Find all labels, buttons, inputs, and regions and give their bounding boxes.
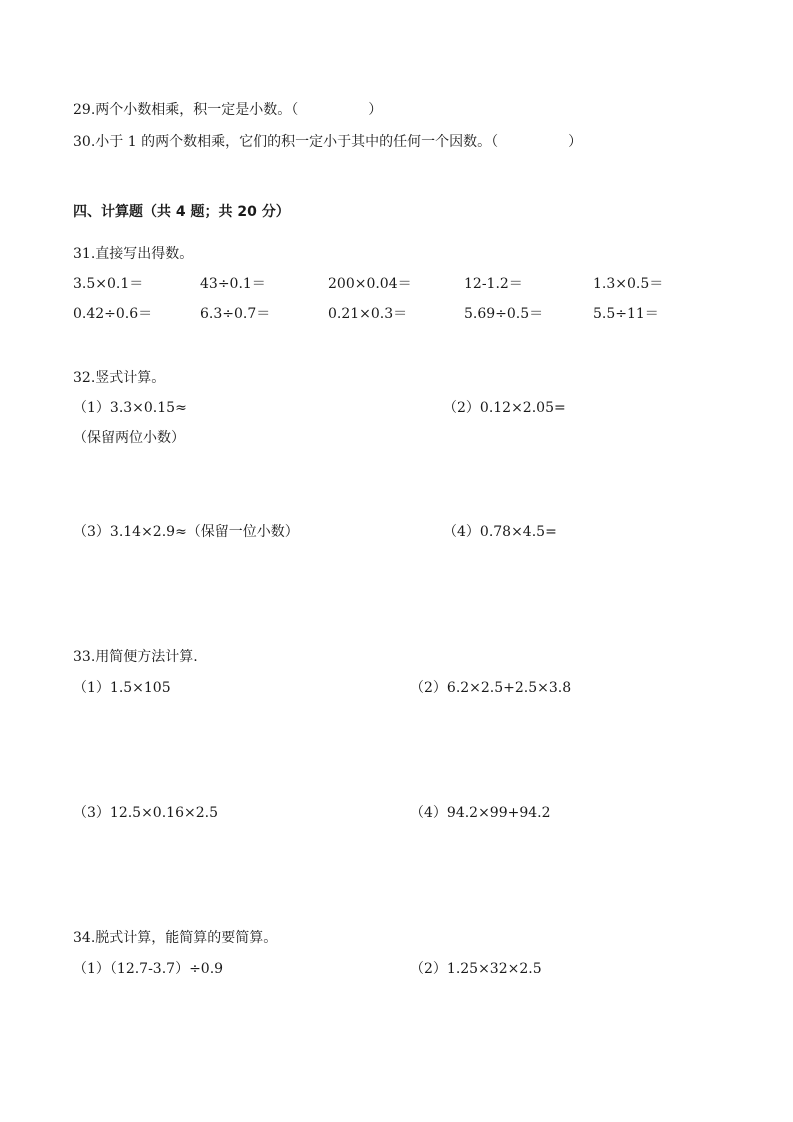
q32-part4: （4）0.78×4.5=: [443, 524, 557, 540]
q31-row1-item2: 43÷0.1＝: [200, 276, 266, 292]
question-30: [73, 133, 582, 151]
q31-row2-item3: 0.21×0.3＝: [328, 306, 408, 322]
question-34-prompt: 34.脱式计算，能简算的要简算。: [73, 930, 278, 946]
question-33-prompt: 33.用简便方法计算.: [73, 649, 198, 665]
question-32-prompt: 32.竖式计算。: [73, 370, 166, 386]
q33-part4: （4）94.2×99+94.2: [410, 805, 551, 821]
q33-part3: （3）12.5×0.16×2.5: [73, 805, 218, 821]
section-title: 四、计算题（共 4 题；共 20 分）: [73, 204, 290, 220]
question-29: [73, 101, 382, 119]
question-29-text: 29.两个小数相乘，积一定是小数。（: [73, 102, 299, 118]
q31-row1-item3: 200×0.04＝: [328, 276, 412, 292]
question-30-text: 30.小于 1 的两个数相乘，它们的积一定小于其中的任何一个因数。（: [73, 134, 499, 150]
q34-part1: （1）（12.7-3.7）÷0.9: [73, 961, 224, 977]
q32-part3: （3）3.14×2.9≈（保留一位小数）: [73, 524, 299, 540]
question-31-prompt: 31.直接写出得数。: [73, 246, 194, 262]
q31-row2-item2: 6.3÷0.7＝: [200, 306, 271, 322]
q33-part2: （2）6.2×2.5+2.5×3.8: [410, 680, 572, 696]
question-30-close: ）: [568, 134, 583, 150]
q31-row1-item1: 3.5×0.1＝: [73, 276, 144, 292]
q31-row2-item4: 5.69÷0.5＝: [464, 306, 544, 322]
q32-part1: （1）3.3×0.15≈: [73, 400, 187, 416]
q31-row2-item5: 5.5÷11＝: [593, 306, 659, 322]
q31-row1-item4: 12-1.2＝: [464, 276, 523, 292]
question-29-close: ）: [368, 102, 383, 118]
q31-row1-item5: 1.3×0.5＝: [593, 276, 664, 292]
q32-part1-note: （保留两位小数）: [73, 430, 185, 446]
q34-part2: （2）1.25×32×2.5: [410, 961, 542, 977]
q31-row2-item1: 0.42÷0.6＝: [73, 306, 153, 322]
q32-part2: （2）0.12×2.05=: [443, 400, 566, 416]
q33-part1: （1）1.5×105: [73, 680, 171, 696]
